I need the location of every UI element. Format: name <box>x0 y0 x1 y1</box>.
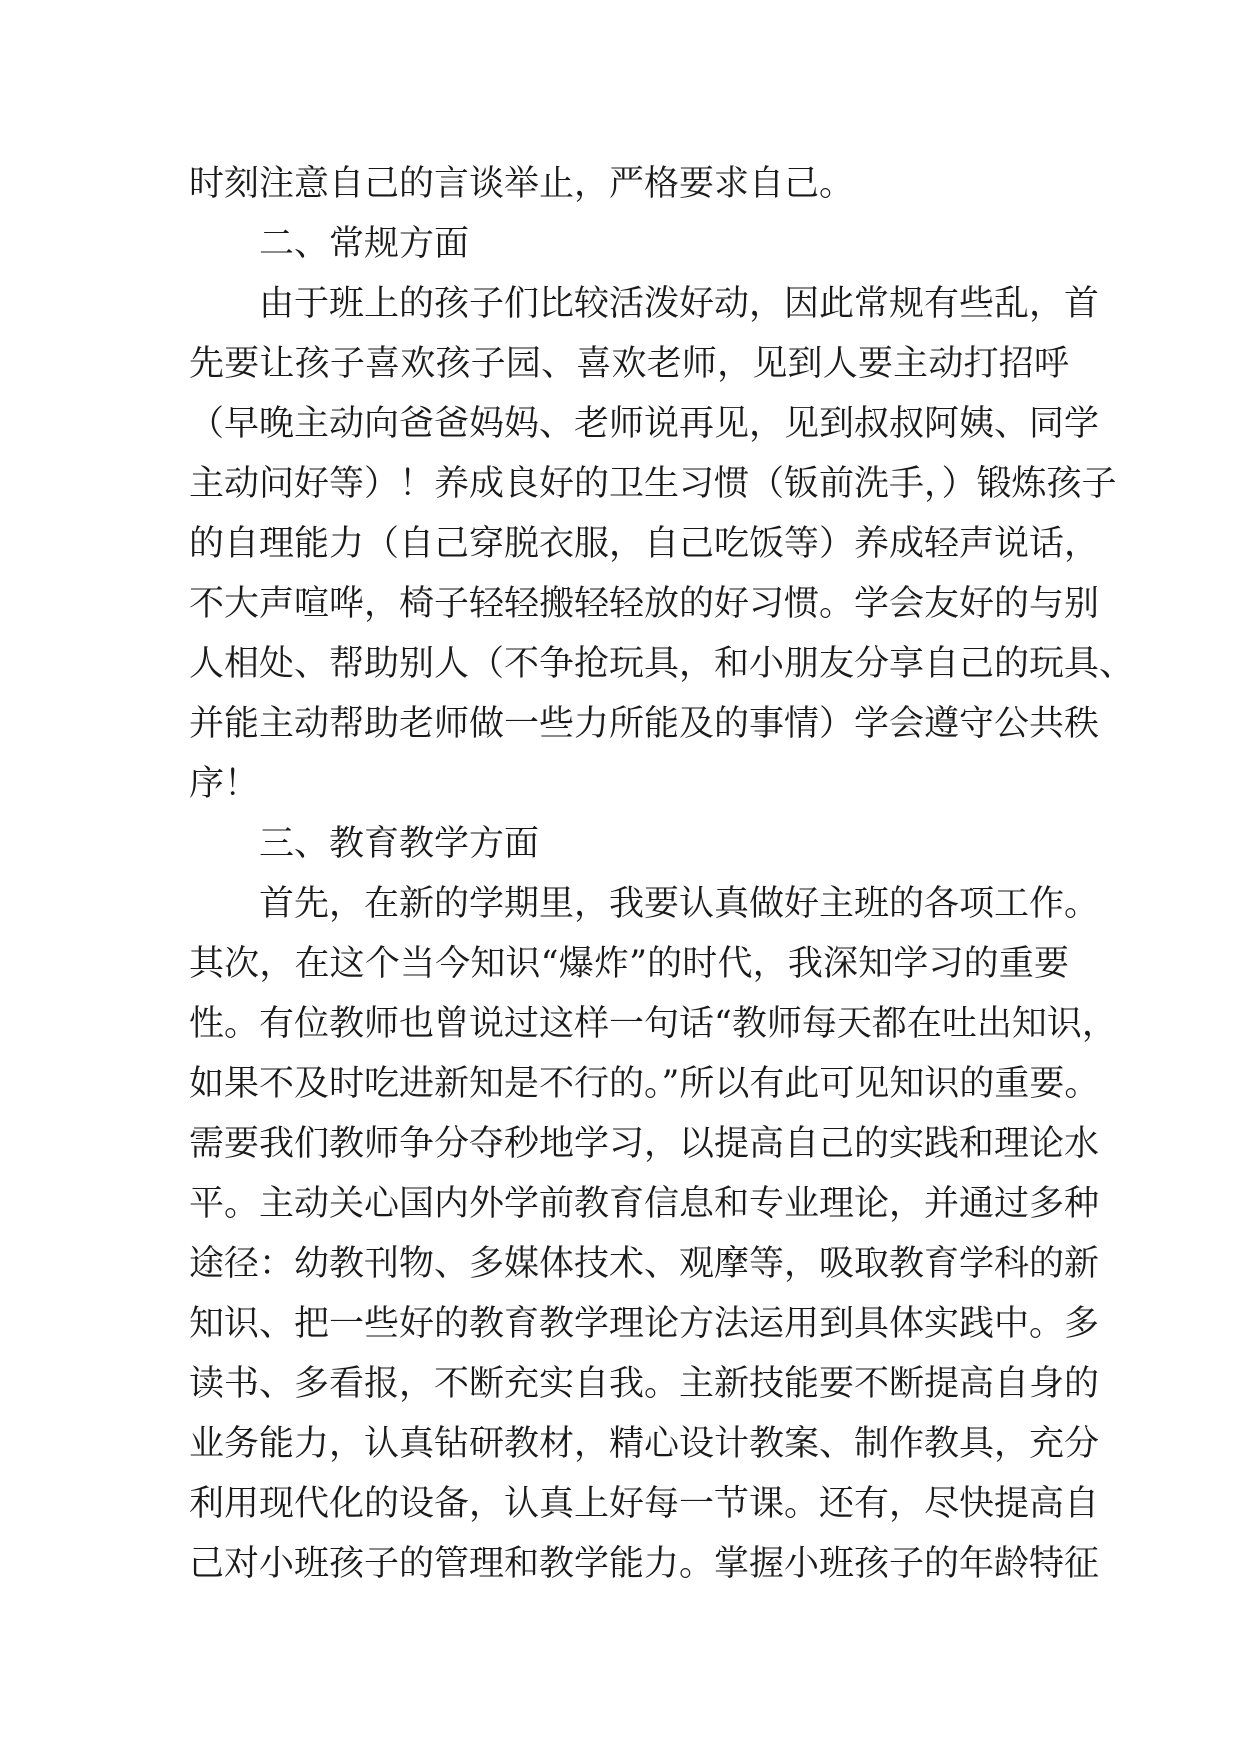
text-line: 人相处、帮助别人（不争抢玩具，和小朋友分享自己的玩具、 <box>189 644 1135 684</box>
text-line: 序！ <box>189 764 260 804</box>
text-line: 需要我们教师争分夺秒地学习，以提高自己的实践和理论水 <box>189 1124 1100 1164</box>
section-heading: 三、教育教学方面 <box>259 824 540 864</box>
heading-teaching <box>189 814 1069 874</box>
text-line: 读书、多看报，不断充实自我。主新技能要不断提高自身的 <box>189 1364 1100 1404</box>
text-line: 时刻注意自己的言谈举止，严格要求自己。 <box>189 164 855 204</box>
text-line: 知识、把一些好的教育教学理论方法运用到具体实践中。多 <box>189 1304 1100 1344</box>
text-line: 先要让孩子喜欢孩子园、喜欢老师，见到人要主动打招呼 <box>189 344 1069 384</box>
text-line: 性。有位教师也曾说过这样一句话“教师每天都在吐出知识， <box>189 1004 1117 1044</box>
text-line: 的自理能力（自己穿脱衣服，自己吃饭等）养成轻声说话， <box>189 524 1100 564</box>
paragraph-teaching <box>189 874 1117 1594</box>
text-line: 主动问好等）！养成良好的卫生习惯（钣前洗手，）锻炼孩子 <box>189 464 1117 504</box>
text-line: 己对小班孩子的管理和教学能力。掌握小班孩子的年龄特征 <box>189 1544 1100 1584</box>
text-line: 不大声喧哗，椅子轻轻搬轻轻放的好习惯。学会友好的与别 <box>189 584 1100 624</box>
document-body <box>189 154 1135 1594</box>
text-line: 由于班上的孩子们比较活泼好动，因此常规有些乱，首 <box>259 284 1100 324</box>
heading-routine <box>189 214 1069 274</box>
text-line: 其次，在这个当今知识“爆炸”的时代，我深知学习的重要 <box>189 944 1069 984</box>
text-line: （早晚主动向爸爸妈妈、老师说再见，见到叔叔阿姨、同学 <box>189 404 1100 444</box>
text-line: 利用现代化的设备，认真上好每一节课。还有，尽快提高自 <box>189 1484 1100 1524</box>
text-line: 并能主动帮助老师做一些力所能及的事情）学会遵守公共秩 <box>189 704 1100 744</box>
text-line: 途径：幼教刊物、多媒体技术、观摩等，吸取教育学科的新 <box>189 1244 1100 1284</box>
section-heading: 二、常规方面 <box>259 224 470 264</box>
paragraph-routine <box>189 274 1135 814</box>
text-line: 平。主动关心国内外学前教育信息和专业理论，并通过多种 <box>189 1184 1100 1224</box>
text-line: 业务能力，认真钻研教材，精心设计教案、制作教具，充分 <box>189 1424 1100 1464</box>
text-line: 首先，在新的学期里，我要认真做好主班的各项工作。 <box>259 884 1100 924</box>
paragraph-continuation <box>189 154 1069 214</box>
text-line: 如果不及时吃进新知是不行的。”所以有此可见知识的重要。 <box>189 1064 1100 1104</box>
